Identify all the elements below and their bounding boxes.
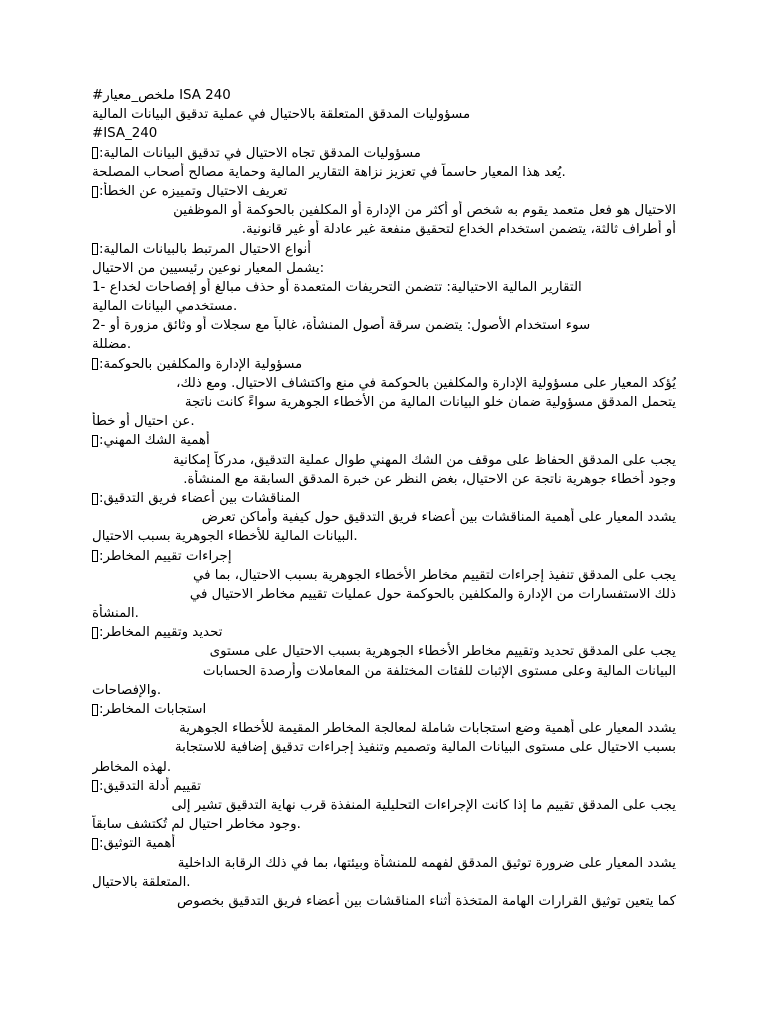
text-line: يُؤكد المعيار على مسؤولية الإدارة والمكلفين بالحوكمة في منع واكتشاف الاحتيال. ومع ذلك،	[176, 375, 676, 391]
section-heading	[92, 431, 676, 450]
missing-glyph-icon	[92, 147, 98, 159]
text-line: يشدد المعيار على أهمية وضع استجابات شاملة لمعالجة المخاطر المقيمة للأخطاء الجوهرية	[179, 721, 676, 737]
text-line: يُعد هذا المعيار حاسماً في تعزيز نزاهة التقارير المالية وحماية مصالح أصحاب المصلحة.	[92, 164, 566, 180]
missing-glyph-icon	[92, 243, 98, 255]
text-line: مضللة.	[92, 337, 132, 353]
section-heading-text: تعريف الاحتيال وتمييزه عن الخطأ:	[99, 183, 288, 199]
section-heading	[92, 355, 676, 374]
text-line: كما يتعين توثيق القرارات الهامة المتخذة أثناء المناقشات بين أعضاء فريق التدقيق بخصوص	[177, 893, 676, 909]
text-line: بسبب الاحتيال على مستوى البيانات المالية وتصميم وتنفيذ إجراءات تدقيق إضافية للاستجابة	[174, 740, 676, 756]
section-heading	[92, 489, 676, 508]
text-line: وجود أخطاء جوهرية ناتجة عن الاحتيال، بغض النظر عن خبرة المدقق السابقة مع المنشأة.	[183, 471, 676, 487]
text-line: #ISA_240	[92, 126, 158, 142]
section-heading-text: أهمية التوثيق:	[99, 836, 176, 852]
text-line: الاحتيال هو فعل متعمد يقوم به شخص أو أكثر من الإدارة أو المكلفين بالحوكمة أو الموظفين	[173, 203, 676, 219]
section-heading-text: تقييم أدلة التدقيق:	[99, 778, 201, 794]
missing-glyph-icon	[92, 435, 98, 447]
text-line: يتحمل المدقق مسؤولية ضمان خلو البيانات المالية من الأخطاء الجوهرية سواءً كانت ناتجة	[184, 395, 676, 410]
section-heading	[92, 834, 676, 853]
text-line: والإفصاحات.	[92, 682, 162, 698]
section-heading	[92, 777, 676, 796]
section-heading	[92, 240, 676, 259]
missing-glyph-icon	[92, 780, 98, 792]
section-heading	[92, 547, 676, 566]
text-line: ذلك الاستفسارات من الإدارة والمكلفين بالحوكمة حول عمليات تقييم مخاطر الاحتيال في	[189, 586, 676, 602]
section-heading-text: استجابات المخاطر:	[99, 702, 207, 717]
section-heading	[92, 182, 676, 201]
text-line: البيانات المالية وعلى مستوى الإثبات للفئات المختلفة من المعاملات وأرصدة الحسابات	[202, 663, 676, 679]
text-line: أو أطراف ثالثة، يتضمن استخدام الخداع لتحقيق منفعة غير عادلة أو غير قانونية.	[241, 222, 676, 238]
section-heading-text: المناقشات بين أعضاء فريق التدقيق:	[99, 490, 301, 506]
text-line: البيانات المالية للأخطاء الجوهرية بسبب الاحتيال.	[92, 529, 358, 545]
text-line: وجود مخاطر احتيال لم تُكتشف سابقاً.	[92, 817, 301, 833]
section-heading	[92, 700, 676, 719]
missing-glyph-icon	[92, 838, 98, 850]
text-line: مسؤوليات المدقق المتعلقة بالاحتيال في عملية تدقيق البيانات المالية	[92, 107, 471, 123]
missing-glyph-icon	[92, 493, 98, 505]
text-line: المتعلقة بالاحتيال.	[92, 874, 191, 890]
section-heading-text: أهمية الشك المهني:	[99, 433, 210, 449]
text-line: يجب على المدقق الحفاظ على موقف من الشك المهني طوال عملية التدقيق، مدركاً إمكانية	[172, 452, 676, 468]
text-line: 1- التقارير المالية الاحتيالية: تتضمن التحريفات المتعمدة أو حذف مبالغ أو إفصاحات لخداع	[92, 279, 582, 295]
text-line: يشمل المعيار نوعين رئيسيين من الاحتيال:	[92, 260, 325, 276]
missing-glyph-icon	[92, 627, 98, 639]
section-heading-text: تحديد وتقييم المخاطر:	[99, 625, 223, 641]
document-body	[92, 86, 676, 911]
missing-glyph-icon	[92, 186, 98, 198]
text-line: يشدد المعيار على أهمية المناقشات بين أعضاء فريق التدقيق حول كيفية وأماكن تعرض	[201, 510, 676, 526]
text-line: مستخدمي البيانات المالية.	[92, 299, 238, 315]
section-heading-text: أنواع الاحتيال المرتبط بالبيانات المالية:	[99, 241, 311, 257]
section-heading	[92, 623, 676, 642]
missing-glyph-icon	[92, 550, 98, 562]
text-line: لهذه المخاطر.	[92, 759, 172, 775]
missing-glyph-icon	[92, 358, 98, 370]
text-line: يشدد المعيار على ضرورة توثيق المدقق لفهمه للمنشأة وبيئتها، بما في ذلك الرقابة الداخلية	[177, 855, 676, 871]
section-heading	[92, 144, 676, 163]
text-line: يجب على المدقق تنفيذ إجراءات لتقييم مخاطر الأخطاء الجوهرية بسبب الاحتيال، بما في	[192, 567, 676, 583]
text-line: 2- سوء استخدام الأصول: يتضمن سرقة أصول المنشأة، غالباً مع سجلات أو وثائق مزورة أو	[92, 318, 591, 334]
section-heading-text: مسؤولية الإدارة والمكلفين بالحوكمة:	[99, 356, 303, 372]
document-title: #ملخص_معيار ISA 240	[92, 88, 231, 103]
text-line: عن احتيال أو خطأ.	[92, 414, 195, 430]
missing-glyph-icon	[92, 704, 98, 716]
text-line: يجب على المدقق تحديد وتقييم مخاطر الأخطاء الجوهرية بسبب الاحتيال على مستوى	[209, 644, 676, 660]
section-heading-text: إجراءات تقييم المخاطر:	[99, 548, 232, 564]
section-heading-text: مسؤوليات المدقق تجاه الاحتيال في تدقيق البيانات المالية:	[99, 145, 421, 161]
text-line: المنشأة.	[92, 606, 139, 622]
text-line: يجب على المدقق تقييم ما إذا كانت الإجراءات التحليلية المنفذة قرب نهاية التدقيق تشير إلى	[171, 797, 676, 813]
